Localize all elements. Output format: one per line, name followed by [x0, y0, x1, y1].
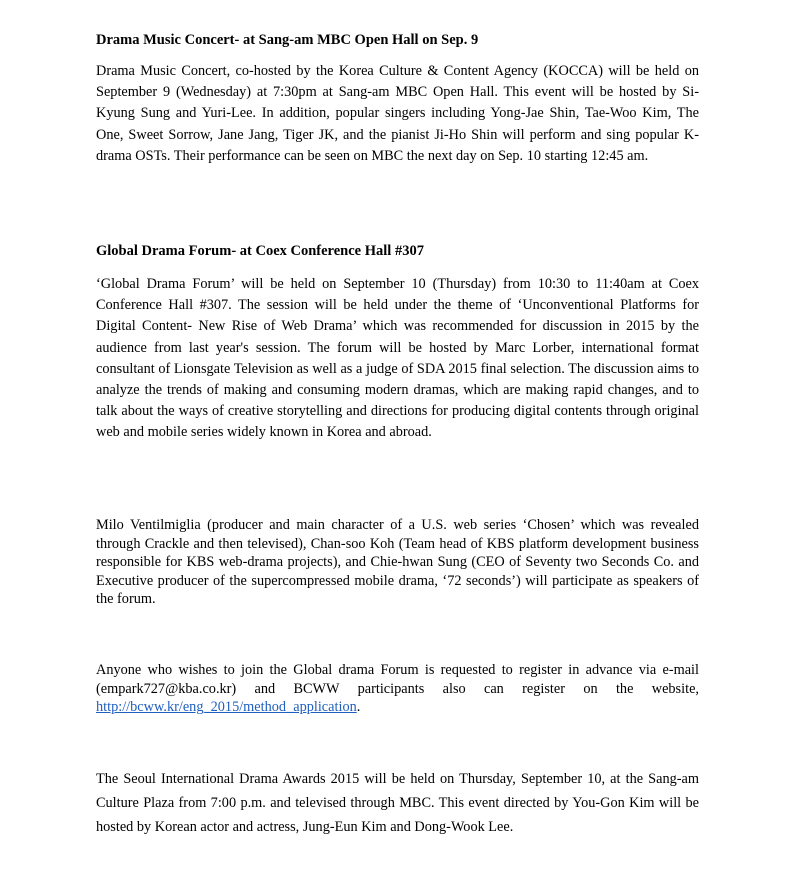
paragraph-forum-speakers: Milo Ventilmiglia (producer and main character of a U.S. web series ‘Chosen’ which was revealed through Crackle and then televised), Chan-soo Koh (Team head of KBS platform development business responsible for KBS web-drama projects), and Chie-hwan Sung (CEO of Seventy two Seconds Co. and Executive producer of the supercompressed mobile drama, ‘72 seconds’) will participate as speakers of the forum.: [96, 517, 699, 608]
section-heading-drama-music-concert: Drama Music Concert- at Sang-am MBC Open Hall on Sep. 9: [96, 32, 479, 48]
paragraph-registration: [96, 661, 699, 717]
section-heading-global-drama-forum: Global Drama Forum- at Coex Conference Hall #307: [96, 243, 424, 259]
paragraph-drama-music-concert: Drama Music Concert, co-hosted by the Korea Culture & Content Agency (KOCCA) will be held on September 9 (Wednesday) at 7:30pm at Sang-am MBC Open Hall. This event will be hosted by Si-Kyung Sung and Yuri-Lee. In addition, popular singers including Yong-Jae Shin, Tae-Woo Kim, The One, Sweet Sorrow, Jane Jang, Tiger JK, and the pianist Ji-Ho Shin will perform and sing popular K-drama OSTs. Their performance can be seen on MBC the next day on Sep. 10 starting 12:45 am.: [96, 63, 699, 164]
paragraph-drama-awards: The Seoul International Drama Awards 2015 will be held on Thursday, September 10, at the Sang-am Culture Plaza from 7:00 p.m. and televised through MBC. This event directed by You-Gon Kim will be hosted by Korean actor and actress, Jung-Eun Kim and Dong-Wook Lee.: [96, 771, 699, 836]
registration-text: Anyone who wishes to join the Global drama Forum is requested to register in advance via e-mail (empark727@kba.co.kr) and BCWW participants also can register on the website,: [96, 662, 699, 697]
paragraph-global-drama-forum: ‘Global Drama Forum’ will be held on September 10 (Thursday) from 10:30 to 11:40am at Coex Conference Hall #307. The session will be held under the theme of ‘Unconventional Platforms for Digital Content- New Rise of Web Drama’ which was recommended for discussion in 2015 by the audience from last year's session. The forum will be hosted by Marc Lorber, international format consultant of Lionsgate Television as well as a judge of SDA 2015 final selection. The discussion aims to analyze the trends of making and consuming modern dramas, which are making rapid changes, and to talk about the ways of creative storytelling and directions for producing digital contents through original web and mobile series widely known in Korea and abroad.: [96, 276, 699, 441]
registration-link[interactable]: http://bcww.kr/eng_2015/method_application: [96, 699, 357, 716]
registration-text-end: .: [356, 699, 361, 716]
